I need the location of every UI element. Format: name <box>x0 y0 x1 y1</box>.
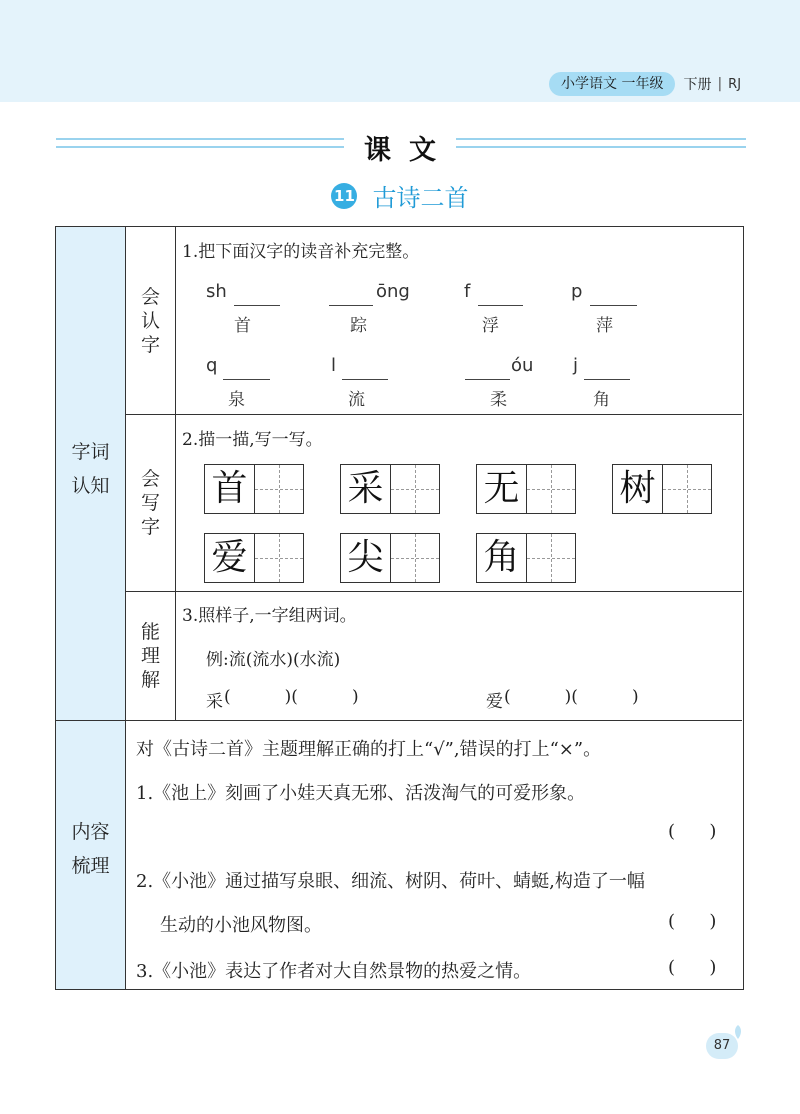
statement-1: 1.《池上》刻画了小娃天真无邪、活泼淘气的可爱形象。 <box>136 783 586 804</box>
hanzi: 角 <box>593 390 610 410</box>
pinyin-blank[interactable] <box>465 379 510 380</box>
tianzige-box[interactable] <box>204 533 304 583</box>
writing-cell[interactable] <box>255 465 305 513</box>
category-recognition <box>56 227 126 721</box>
q2-prompt: 2.描一描,写一写。 <box>182 430 323 450</box>
q3-example: 例:流(流水)(水流) <box>206 650 341 670</box>
hanzi: 浮 <box>482 316 499 336</box>
page-number: 87 <box>706 1033 738 1059</box>
volume-label: 下册 <box>683 77 712 93</box>
tianzige-box[interactable] <box>340 533 440 583</box>
trace-character: 首 <box>211 468 248 509</box>
pinyin-blank[interactable] <box>584 379 630 380</box>
pinyin-initial: q <box>206 355 218 376</box>
writing-cell[interactable] <box>391 465 441 513</box>
tianzige-box[interactable] <box>476 533 576 583</box>
header-separator: | <box>717 76 723 92</box>
trace-character: 爱 <box>211 537 248 578</box>
q3-item-char: 爱 <box>486 692 503 712</box>
writing-cell[interactable] <box>391 534 441 582</box>
row-divider <box>126 591 742 592</box>
subcategory-write-label: 会 写 字 <box>140 468 160 538</box>
tianzige-box[interactable] <box>476 464 576 514</box>
leaf-icon <box>733 1025 743 1039</box>
pinyin-blank[interactable] <box>234 305 280 306</box>
q1-prompt: 1.把下面汉字的读音补充完整。 <box>182 242 420 262</box>
statement-2: 2.《小池》通过描写泉眼、细流、树阴、荷叶、蜻蜓,构造了一幅 <box>136 871 645 892</box>
hanzi: 萍 <box>596 316 613 336</box>
tianzige-box[interactable] <box>204 464 304 514</box>
subcategory-recognize-label: 会 认 字 <box>140 286 160 356</box>
category-content <box>56 721 126 989</box>
category-recognition-label: 字词 认知 <box>71 441 110 497</box>
exercise-table <box>55 226 744 990</box>
header-tag <box>549 72 741 96</box>
writing-cell[interactable] <box>255 534 305 582</box>
writing-cell[interactable] <box>527 534 577 582</box>
pinyin-final: óu <box>511 355 534 376</box>
trace-character: 采 <box>347 468 384 509</box>
pinyin-final: ōng <box>376 281 410 302</box>
title-rule-right <box>456 138 746 148</box>
lesson-title: 古诗二首 <box>372 184 469 212</box>
title-rule-left <box>56 138 344 148</box>
subcategory-understand <box>126 592 176 721</box>
writing-cell[interactable] <box>527 465 577 513</box>
answer-parens-1[interactable]: ( ) <box>668 821 717 842</box>
q3-answer-parens[interactable]: ( )( ) <box>504 687 639 707</box>
pinyin-initial: f <box>464 281 471 302</box>
tianzige-box[interactable] <box>612 464 712 514</box>
statement-3: 3.《小池》表达了作者对大自然景物的热爱之情。 <box>136 961 532 982</box>
subcategory-recognize <box>126 227 176 415</box>
hanzi: 流 <box>348 390 365 410</box>
tianzige-box[interactable] <box>340 464 440 514</box>
pinyin-blank[interactable] <box>342 379 388 380</box>
pinyin-initial: j <box>573 355 579 376</box>
row-divider <box>126 414 742 415</box>
subject-pill: 小学语文 一年级 <box>549 72 675 96</box>
q3-answer-parens[interactable]: ( )( ) <box>224 687 359 707</box>
answer-parens-3[interactable]: ( ) <box>668 957 717 978</box>
trace-character: 尖 <box>347 537 384 578</box>
section-title: 课文 <box>364 135 454 166</box>
pinyin-blank[interactable] <box>329 305 373 306</box>
hanzi: 首 <box>234 316 251 336</box>
category-content-label: 内容 梳理 <box>71 821 110 877</box>
writing-cell[interactable] <box>663 465 713 513</box>
hanzi: 踪 <box>350 316 367 336</box>
q3-prompt: 3.照样子,一字组两词。 <box>182 606 357 626</box>
trace-character: 树 <box>619 468 656 509</box>
hanzi: 泉 <box>228 390 245 410</box>
lesson-number-badge: 11 <box>331 183 357 209</box>
pinyin-blank[interactable] <box>590 305 637 306</box>
subcategory-write <box>126 415 176 592</box>
hanzi: 柔 <box>490 390 507 410</box>
trace-character: 角 <box>483 537 520 578</box>
trace-character: 无 <box>483 468 520 509</box>
statement-2-continued: 生动的小池风物图。 <box>160 915 322 936</box>
subcategory-understand-label: 能 理 解 <box>140 621 160 691</box>
lesson-heading <box>0 178 800 213</box>
edition-code: RJ <box>728 76 742 92</box>
pinyin-initial: l <box>331 355 337 376</box>
section-title-row <box>56 128 746 164</box>
q3-item-char: 采 <box>206 692 223 712</box>
pinyin-initial: p <box>571 281 583 302</box>
pinyin-initial: sh <box>206 281 227 302</box>
content-instruction: 对《古诗二首》主题理解正确的打上“√”,错误的打上“×”。 <box>136 739 602 760</box>
pinyin-blank[interactable] <box>478 305 523 306</box>
pinyin-blank[interactable] <box>223 379 270 380</box>
answer-parens-2[interactable]: ( ) <box>668 911 717 932</box>
